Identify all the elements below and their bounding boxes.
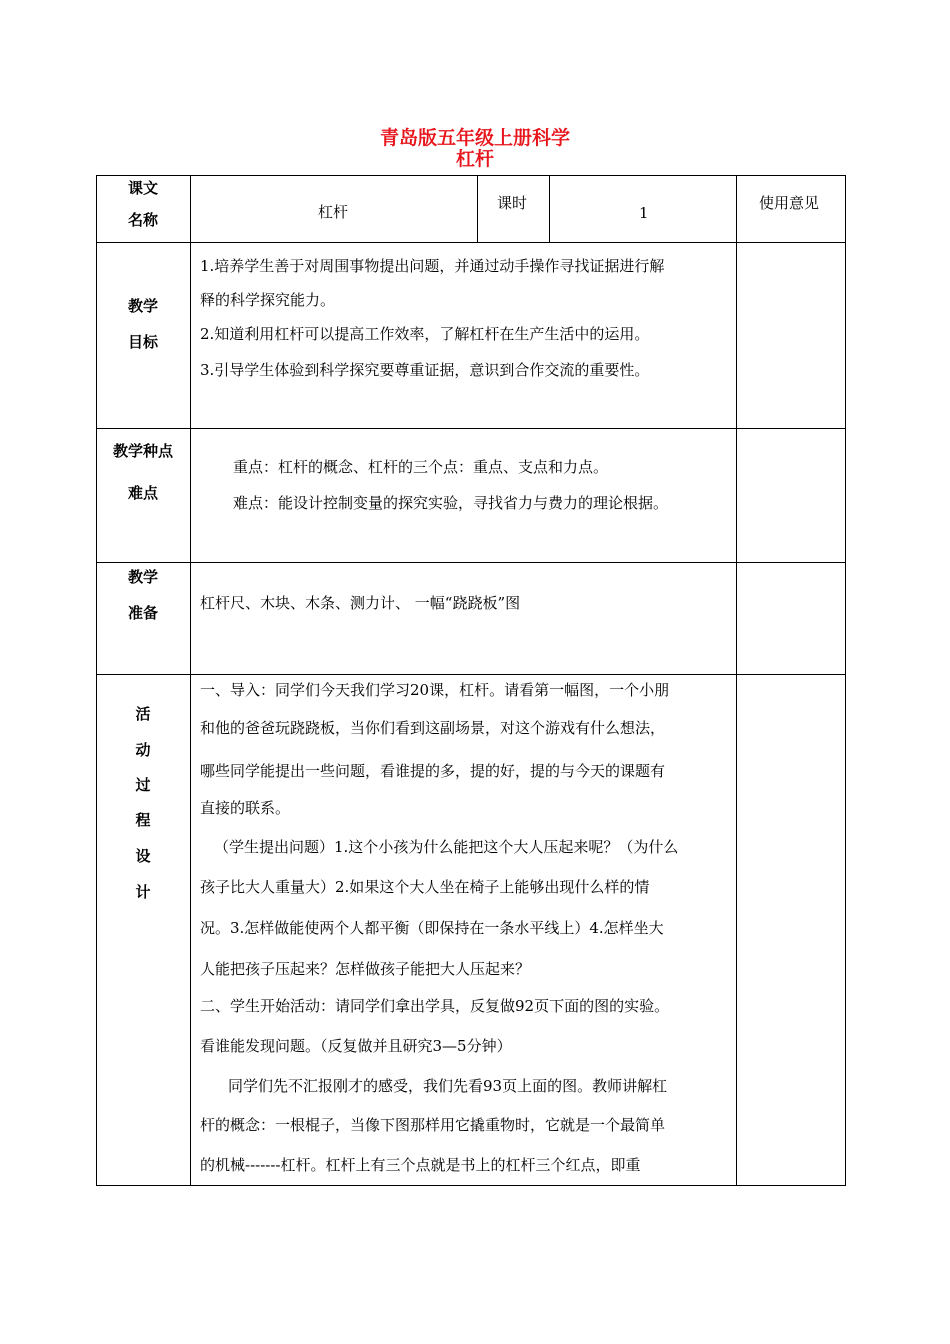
activity-line: 况。3.怎样做能使两个人都平衡（即保持在一条水平线上）4.怎样坐大 (200, 919, 664, 937)
activity-label-char: 活 (135, 705, 151, 723)
activity-label-char: 动 (135, 741, 151, 759)
objective-line: 2.知道利用杠杆可以提高工作效率，了解杠杆在生产生活中的运用。 (200, 325, 650, 343)
period-label: 课时 (497, 194, 528, 212)
lesson-name-label-line1: 课文 (127, 179, 158, 197)
key-point-line: 重点：杠杆的概念、杠杆的三个点：重点、支点和力点。 (233, 458, 609, 476)
key-points-label-line2: 难点 (127, 484, 158, 502)
activity-line: 直接的联系。 (200, 799, 291, 817)
preparation-text: 杠杆尺、木块、木条、测力计、 一幅“跷跷板”图 (200, 594, 521, 612)
activity-label-char: 计 (135, 883, 151, 901)
activity-line: （学生提出问题）1.这个小孩为什么能把这个大人压起来呢？（为什么 (214, 838, 679, 856)
activity-line: 的机械-------杠杆。杠杆上有三个点就是书上的杠杆三个红点，即重 (200, 1156, 641, 1174)
preparation-label-line2: 准备 (127, 604, 158, 622)
activity-label-char: 设 (135, 847, 151, 865)
activity-line: 哪些同学能提出一些问题，看谁提的多，提的好，提的与今天的课题有 (200, 762, 666, 780)
activity-line: 人能把孩子压起来？怎样做孩子能把大人压起来？ (200, 960, 531, 978)
objectives-label-line1: 教学 (127, 297, 158, 315)
activity-line: 杆的概念：一根棍子，当像下图那样用它撬重物时，它就是一个最简单 (200, 1116, 666, 1134)
activity-line: 和他的爸爸玩跷跷板，当你们看到这副场景，对这个游戏有什么想法， (200, 719, 666, 737)
activity-line: 一、导入：同学们今天我们学习20课，杠杆。请看第一幅图，一个小朋 (200, 681, 670, 699)
activity-line: 看谁能发现问题。（反复做并且研究3—5分钟） (200, 1037, 512, 1055)
activity-label-char: 过 (135, 776, 151, 794)
activity-line: 孩子比大人重量大）2.如果这个大人坐在椅子上能够出现什么样的情 (200, 878, 650, 896)
activity-line: 同学们先不汇报刚才的感受，我们先看93页上面的图。教师讲解杠 (228, 1077, 668, 1095)
page-title: 青岛版五年级上册科学 (379, 127, 570, 149)
activity-label-char: 程 (135, 811, 151, 829)
objective-line: 释的科学探究能力。 (200, 291, 336, 309)
feedback-label: 使用意见 (759, 194, 820, 212)
lesson-name-value: 杠杆 (318, 203, 349, 221)
page-subtitle: 杠杆 (455, 148, 494, 170)
key-points-label-line1: 教学种点 (112, 442, 173, 460)
objectives-label-line2: 目标 (127, 333, 158, 351)
difficulty-line: 难点：能设计控制变量的探究实验，寻找省力与费力的理论根据。 (233, 494, 669, 512)
objective-line: 3.引导学生体验到科学探究要尊重证据，意识到合作交流的重要性。 (200, 361, 650, 379)
preparation-label-line1: 教学 (127, 568, 158, 586)
objective-line: 1.培养学生善于对周围事物提出问题，并通过动手操作寻找证据进行解 (200, 257, 665, 275)
period-value: 1 (639, 204, 649, 222)
activity-line: 二、学生开始活动：请同学们拿出学具，反复做92页下面的图的实验。 (200, 997, 670, 1015)
lesson-name-label-line2: 名称 (127, 211, 158, 229)
